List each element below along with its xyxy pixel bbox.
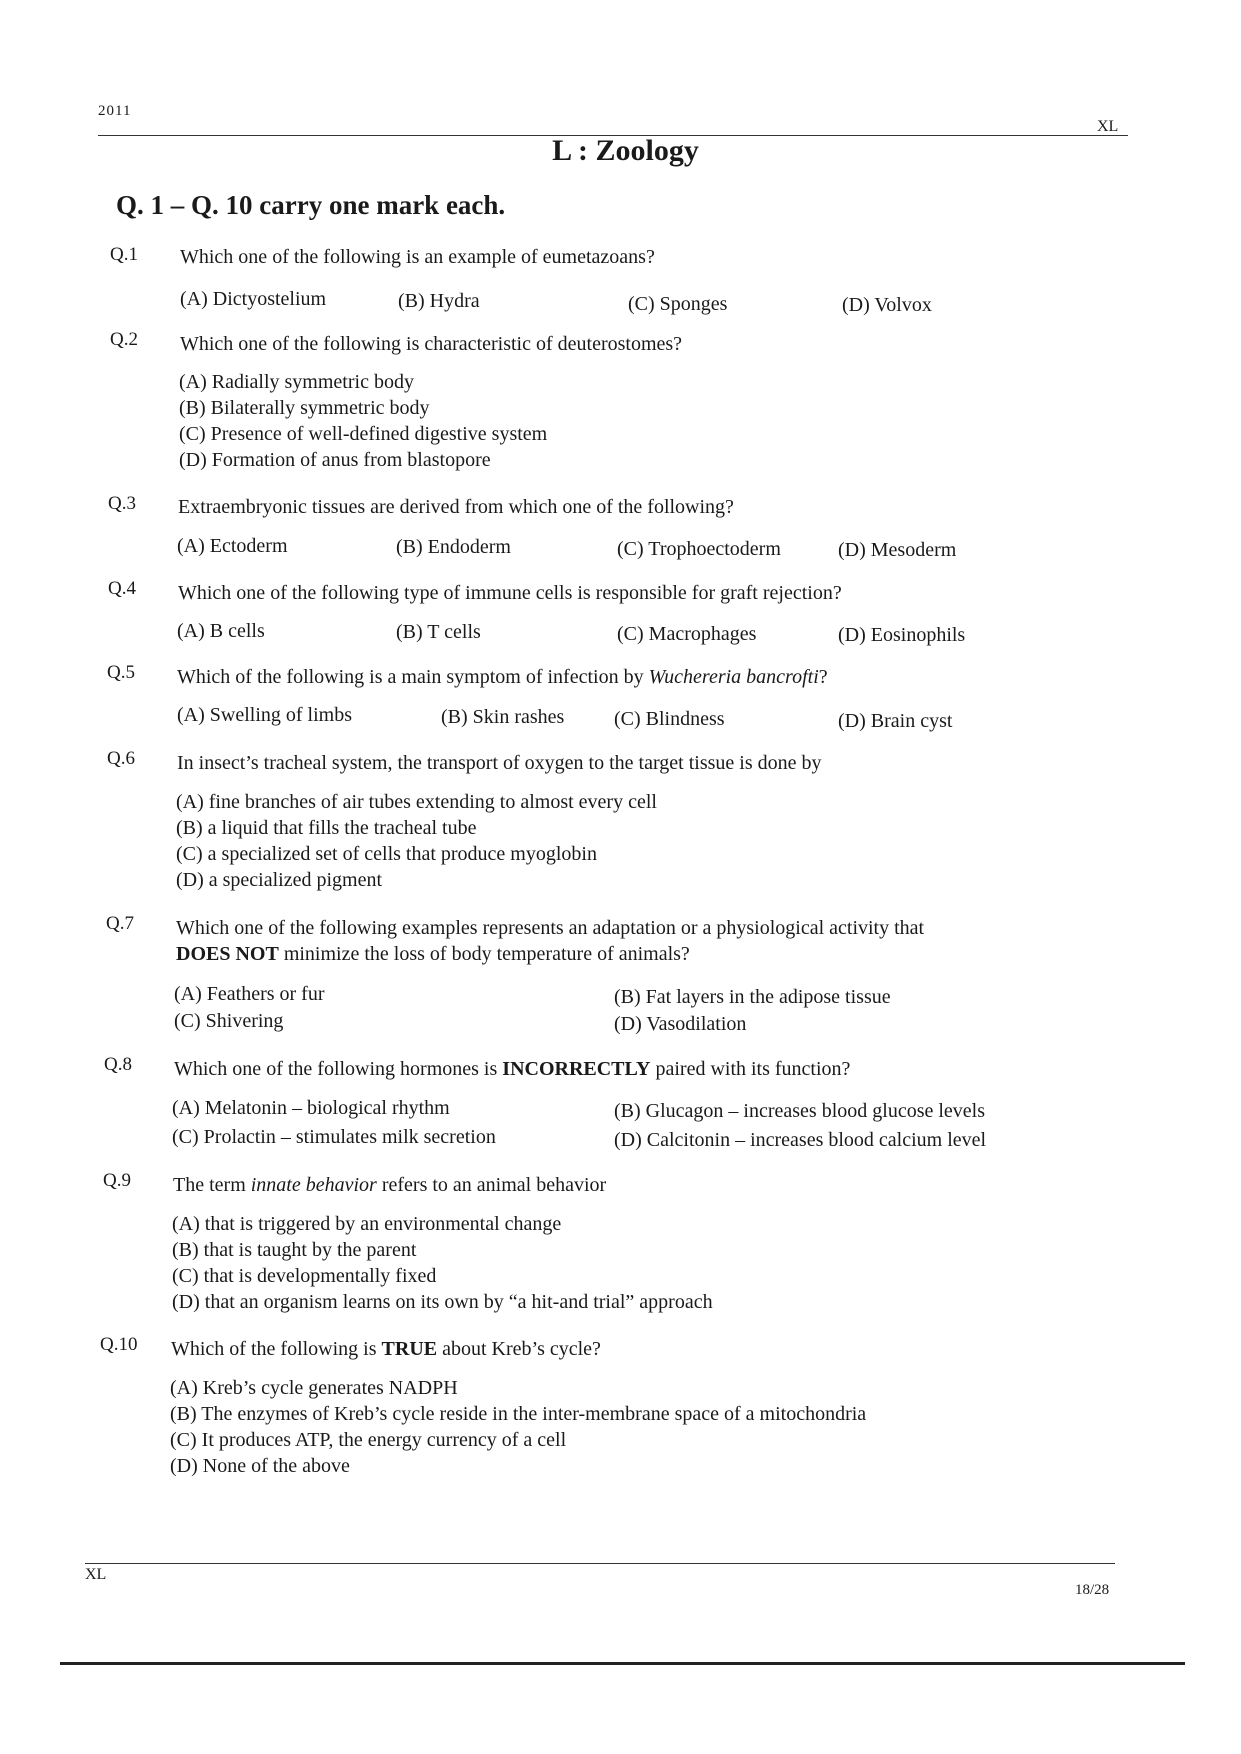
option: (A) Radially symmetric body xyxy=(179,371,414,393)
option: (D) Volvox xyxy=(842,294,932,316)
question-text: Which one of the following type of immune cells is responsible for graft rejection? xyxy=(178,582,842,604)
scan-edge-line xyxy=(60,1662,1185,1665)
question-number: Q.5 xyxy=(107,662,135,683)
option: (D) Calcitonin – increases blood calcium level xyxy=(614,1129,987,1151)
option-list xyxy=(170,1375,866,1479)
section-heading: Q. 1 – Q. 10 carry one mark each. xyxy=(116,190,506,220)
option: (B) The enzymes of Kreb’s cycle reside in the inter-membrane space of a mitochondria xyxy=(170,1403,867,1425)
option: (B) a liquid that fills the tracheal tube xyxy=(176,817,477,839)
option: (B) T cells xyxy=(396,621,481,643)
option: (B) Bilaterally symmetric body xyxy=(179,397,430,419)
option: (C) Blindness xyxy=(614,708,725,730)
option: (C) It produces ATP, the energy currency of a cell xyxy=(170,1429,567,1451)
footer-rule xyxy=(85,1563,1115,1564)
page-number: 18/28 xyxy=(1075,1582,1110,1598)
question-number: Q.10 xyxy=(100,1334,138,1355)
question-text: Which one of the following is an example of eumetazoans? xyxy=(180,246,655,268)
option: (B) that is taught by the parent xyxy=(172,1239,417,1261)
question-text: The term innate behavior refers to an animal behavior xyxy=(173,1174,607,1196)
option: (D) Eosinophils xyxy=(838,624,966,646)
option: (C) a specialized set of cells that produce myoglobin xyxy=(176,843,597,865)
option: (C) Presence of well-defined digestive system xyxy=(179,423,548,445)
option: (D) Formation of anus from blastopore xyxy=(179,449,491,471)
emphasis: INCORRECTLY xyxy=(502,1058,651,1080)
option: (D) Mesoderm xyxy=(838,539,957,561)
exam-year: 2011 xyxy=(98,103,132,119)
question-text: In insect’s tracheal system, the transport of oxygen to the target tissue is done by xyxy=(177,752,822,774)
option: (A) Melatonin – biological rhythm xyxy=(172,1097,450,1119)
option: (D) a specialized pigment xyxy=(176,869,383,891)
question-text: Extraembryonic tissues are derived from which one of the following? xyxy=(178,496,734,518)
option: (A) Dictyostelium xyxy=(180,288,327,310)
option: (A) fine branches of air tubes extending to almost every cell xyxy=(176,791,657,813)
question-number: Q.9 xyxy=(103,1170,131,1191)
option: (C) Macrophages xyxy=(617,623,757,645)
question-number: Q.6 xyxy=(107,748,135,769)
emphasis: TRUE xyxy=(381,1338,438,1360)
option: (A) that is triggered by an environmental change xyxy=(172,1213,562,1235)
question-text: Which one of the following is characteristic of deuterostomes? xyxy=(180,333,683,355)
option: (A) Ectoderm xyxy=(177,535,288,557)
option: (D) None of the above xyxy=(170,1455,350,1477)
option: (D) Brain cyst xyxy=(838,710,953,732)
emphasis: innate behavior xyxy=(250,1174,377,1196)
emphasis: DOES NOT xyxy=(176,943,279,965)
question-number: Q.2 xyxy=(110,329,138,350)
question-number: Q.7 xyxy=(106,913,134,934)
species-name: Wuchereria bancrofti xyxy=(648,666,819,688)
option: (A) Kreb’s cycle generates NADPH xyxy=(170,1377,458,1399)
option: (C) Prolactin – stimulates milk secretion xyxy=(172,1126,496,1148)
question-number: Q.8 xyxy=(104,1054,132,1075)
option: (C) Sponges xyxy=(628,293,728,315)
question-number: Q.3 xyxy=(108,493,136,514)
option-list xyxy=(172,1211,713,1315)
paper-code-header: XL xyxy=(1097,118,1119,135)
option: (D) Vasodilation xyxy=(614,1013,747,1035)
question-text: Which of the following is TRUE about Kreb’s cycle? xyxy=(171,1338,601,1360)
option: (B) Hydra xyxy=(398,290,480,312)
question-text: Which one of the following hormones is INCORRECTLY paired with its function? xyxy=(174,1058,851,1080)
page-title: L : Zoology xyxy=(552,134,699,167)
question-text: Which one of the following examples represents an adaptation or a physiological activity that DOES NOT minimize the loss of body temperature of animals? xyxy=(176,917,925,965)
option: (C) Shivering xyxy=(174,1010,284,1032)
option: (A) Feathers or fur xyxy=(174,983,325,1005)
option: (B) Fat layers in the adipose tissue xyxy=(614,986,891,1008)
question-text: Which of the following is a main symptom of infection by Wuchereria bancrofti? xyxy=(177,666,828,688)
option: (A) Swelling of limbs xyxy=(177,704,352,726)
option: (B) Endoderm xyxy=(396,536,511,558)
option: (D) that an organism learns on its own by “a hit-and trial” approach xyxy=(172,1291,713,1313)
option-list xyxy=(179,369,547,473)
question-number: Q.1 xyxy=(110,244,138,265)
question-number: Q.4 xyxy=(108,578,136,599)
option-list xyxy=(176,789,657,893)
option: (A) B cells xyxy=(177,620,265,642)
option: (C) Trophoectoderm xyxy=(617,538,781,560)
option: (C) that is developmentally fixed xyxy=(172,1265,437,1287)
paper-code-footer: XL xyxy=(85,1566,107,1583)
option: (B) Skin rashes xyxy=(441,706,565,728)
option: (B) Glucagon – increases blood glucose levels xyxy=(614,1100,986,1122)
